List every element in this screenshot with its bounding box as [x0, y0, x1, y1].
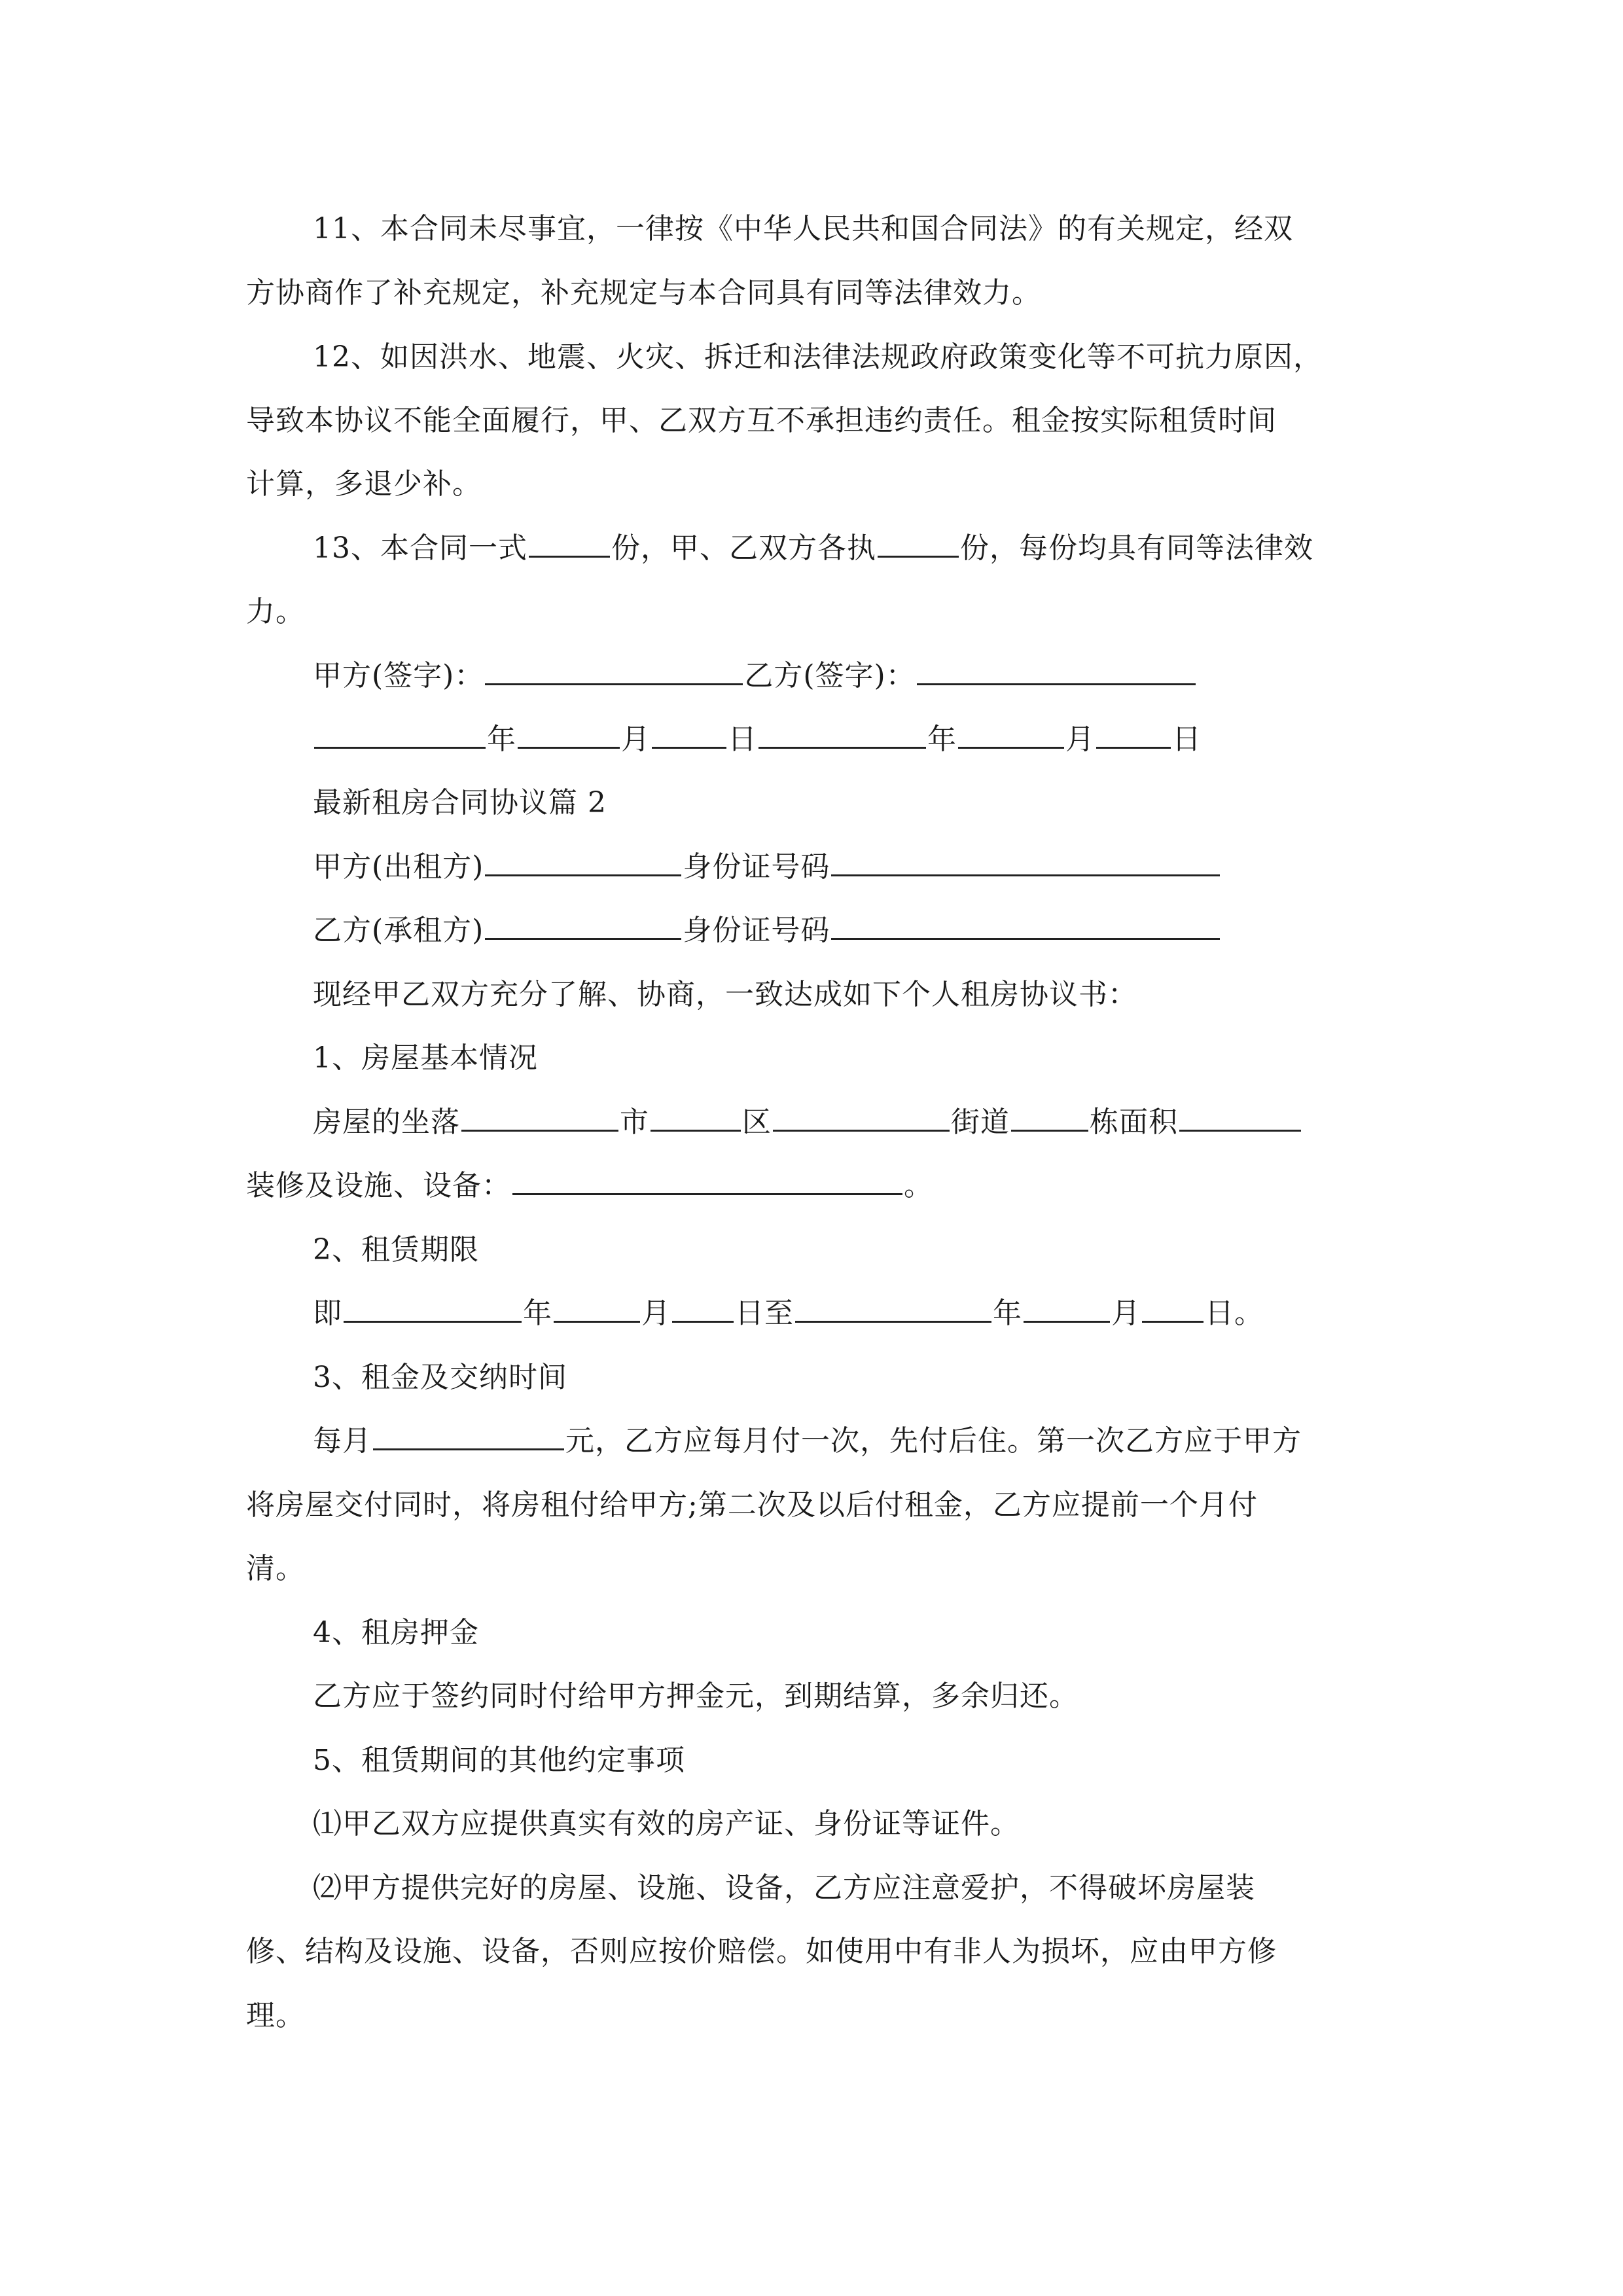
- month-label: 月: [621, 723, 651, 756]
- year-label: 年: [523, 1297, 552, 1330]
- decoration-line: [246, 1154, 933, 1218]
- month-label: 月: [1111, 1297, 1141, 1330]
- rent-prefix: 每月: [313, 1424, 372, 1458]
- clause-11-line-2: 方协商作了补充规定，补充规定与本合同具有同等法律效力。: [246, 276, 1041, 310]
- party-b-signature-blank[interactable]: [917, 657, 1196, 685]
- party-b-month-blank[interactable]: [958, 721, 1064, 749]
- item-5-2-line-3: 理。: [246, 1999, 305, 2032]
- location-label: 房屋的坐落: [313, 1105, 460, 1139]
- party-b-year-blank[interactable]: [758, 721, 926, 749]
- lessee-line: [313, 899, 1221, 963]
- id-number-label: 身份证号码: [683, 850, 830, 884]
- end-year-blank[interactable]: [795, 1295, 991, 1323]
- deposit-paragraph: 乙方应于签约同时付给甲方押金元，到期结算，多余归还。: [313, 1679, 1079, 1713]
- signature-line: [313, 644, 1197, 708]
- rent-line-2: 将房屋交付同时，将房租付给甲方;第二次及以后付租金，乙方应提前一个月付: [246, 1488, 1258, 1522]
- party-a-sign-label: 甲方(签字)：: [313, 659, 484, 692]
- copies-total-blank[interactable]: [529, 529, 610, 558]
- end-month-blank[interactable]: [1024, 1295, 1110, 1323]
- location-blank[interactable]: [461, 1103, 618, 1132]
- item-5-title: 5、租赁期间的其他约定事项: [313, 1744, 685, 1777]
- street-label: 街道: [951, 1105, 1010, 1139]
- term-prefix: 即: [313, 1297, 342, 1330]
- item-3-title: 3、租金及交纳时间: [313, 1361, 567, 1394]
- party-a-signature-blank[interactable]: [485, 657, 743, 685]
- signature-date-line: [313, 708, 1202, 772]
- clause-12-line-2: 导致本协议不能全面履行，甲、乙双方互不承担违约责任。租金按实际租赁时间: [246, 404, 1277, 437]
- day-label: 日: [1172, 723, 1202, 756]
- street-blank[interactable]: [1011, 1103, 1088, 1132]
- month-label: 月: [1065, 723, 1095, 756]
- decoration-end: 。: [904, 1169, 933, 1202]
- item-4-title: 4、租房押金: [313, 1616, 479, 1649]
- year-label: 年: [993, 1297, 1022, 1330]
- lessor-name-blank[interactable]: [485, 848, 681, 876]
- lessor-label: 甲方(出租方): [313, 850, 484, 884]
- monthly-rent-blank[interactable]: [373, 1422, 564, 1450]
- term-end: 日。: [1205, 1297, 1264, 1330]
- lessee-name-blank[interactable]: [485, 912, 681, 940]
- clause-13-line-2: 力。: [246, 595, 305, 628]
- decoration-blank[interactable]: [512, 1167, 902, 1195]
- party-b-day-blank[interactable]: [1096, 721, 1171, 749]
- start-day-blank[interactable]: [672, 1295, 734, 1323]
- lessor-line: [313, 835, 1221, 899]
- rent-line-1-text: 元，乙方应每月付一次，先付后住。第一次乙方应于甲方: [565, 1424, 1302, 1458]
- rent-line-3: 清。: [246, 1552, 305, 1585]
- area-blank[interactable]: [1179, 1103, 1301, 1132]
- rent-line-1: [313, 1409, 1302, 1473]
- clause-12-line-1: 12、如因洪水、地震、火灾、拆迁和法律法规政府政策变化等不可抗力原因，: [313, 340, 1323, 374]
- day-label: 日: [728, 723, 757, 756]
- party-b-sign-label: 乙方(签字)：: [744, 659, 916, 692]
- city-blank[interactable]: [651, 1103, 741, 1132]
- party-a-day-blank[interactable]: [652, 721, 726, 749]
- term-line: [313, 1282, 1264, 1346]
- city-label: 市: [620, 1105, 649, 1139]
- copies-each-blank[interactable]: [878, 529, 959, 558]
- start-month-blank[interactable]: [554, 1295, 640, 1323]
- clause-13-text-2: 份，甲、乙双方各执: [611, 531, 876, 565]
- district-blank[interactable]: [773, 1103, 950, 1132]
- term-to: 日至: [735, 1297, 794, 1330]
- year-label: 年: [487, 723, 516, 756]
- lessee-label: 乙方(承租方): [313, 914, 484, 947]
- clause-13-line-1: [313, 516, 1313, 581]
- district-label: 区: [742, 1105, 772, 1139]
- start-year-blank[interactable]: [344, 1295, 522, 1323]
- id-number-label: 身份证号码: [683, 914, 830, 947]
- party-a-month-blank[interactable]: [518, 721, 620, 749]
- item-5-2-line-2: 修、结构及设施、设备，否则应按价赔偿。如使用中有非人为损坏，应由甲方修: [246, 1935, 1277, 1968]
- party-a-year-blank[interactable]: [314, 721, 486, 749]
- item-2-title: 2、租赁期限: [313, 1233, 479, 1266]
- intro-paragraph: 现经甲乙双方充分了解、协商，一致达成如下个人租房协议书：: [313, 978, 1137, 1011]
- lessee-id-blank[interactable]: [831, 912, 1220, 940]
- clause-13-text-1: 13、本合同一式: [313, 531, 527, 565]
- building-area-label: 栋面积: [1090, 1105, 1178, 1139]
- item-5-2-line-1: ⑵甲方提供完好的房屋、设施、设备，乙方应注意爱护，不得破坏房屋装: [313, 1871, 1255, 1905]
- year-label: 年: [927, 723, 957, 756]
- item-5-1: ⑴甲乙双方应提供真实有效的房产证、身份证等证件。: [313, 1807, 1020, 1840]
- clause-11-line-1: 11、本合同未尽事宜，一律按《中华人民共和国合同法》的有关规定，经双: [313, 212, 1293, 245]
- item-1-title: 1、房屋基本情况: [313, 1041, 538, 1075]
- clause-13-text-3: 份，每份均具有同等法律效: [960, 531, 1313, 565]
- section-2-title: 最新租房合同协议篇 2: [313, 786, 607, 819]
- lessor-id-blank[interactable]: [831, 848, 1220, 876]
- decoration-label: 装修及设施、设备：: [246, 1169, 511, 1202]
- month-label: 月: [641, 1297, 671, 1330]
- clause-12-line-3: 计算，多退少补。: [246, 467, 482, 501]
- end-day-blank[interactable]: [1142, 1295, 1204, 1323]
- location-line: [313, 1090, 1302, 1155]
